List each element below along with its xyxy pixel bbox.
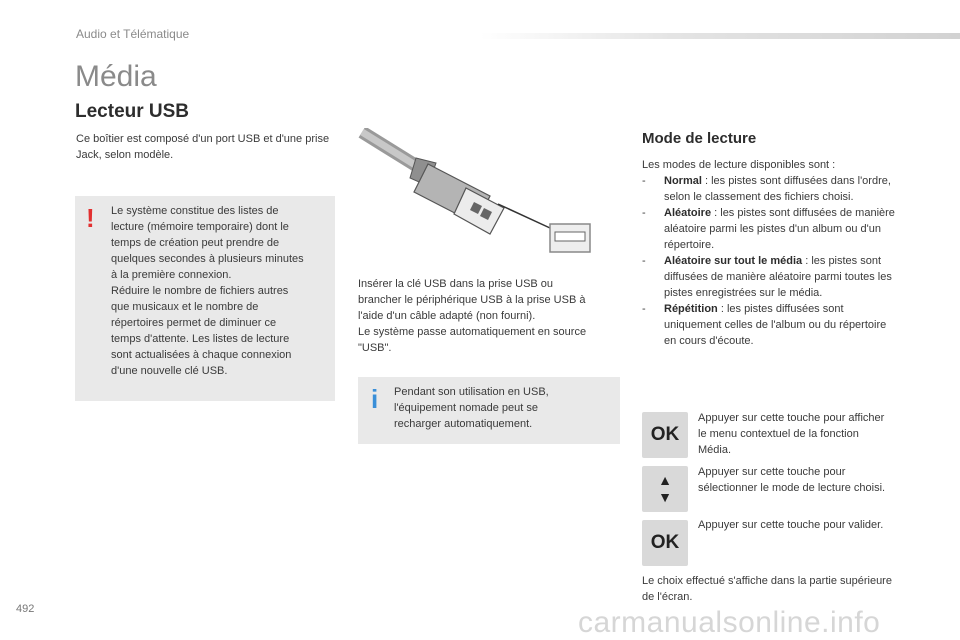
info-line: l'équipement nomade peut se (394, 402, 538, 414)
info-text (394, 384, 614, 432)
list-dash: - (642, 255, 646, 267)
mode-item-normal (642, 173, 898, 205)
info-icon: i (371, 384, 379, 414)
ok-button-desc: Appuyer sur cette touche pour afficher le menu contextuel de la fonction Média. (698, 412, 885, 456)
page-title: Média (75, 60, 157, 93)
mode-name: Aléatoire sur tout le média (664, 255, 803, 267)
mode-name: Répétition (664, 303, 718, 315)
warning-line: sont actualisées à chaque connexion (111, 349, 292, 361)
usb-section-title: Lecteur USB (75, 101, 190, 122)
mode-desc: : les pistes sont diffusées dans l'ordre, selon le classement des fichiers choisi. (664, 175, 891, 203)
list-dash: - (642, 303, 646, 315)
usb-line: Insérer la clé USB dans la prise USB ou (358, 278, 554, 290)
warning-line: à la première connexion. (111, 269, 232, 281)
mode-desc: : les pistes diffusées sont uniquement celles de l'album ou du répertoire en cours d'écoute. (664, 303, 887, 347)
ok-button-icon: OK (642, 412, 688, 458)
watermark: carmanualsonline.info (578, 606, 881, 639)
mode-desc: : les pistes sont diffusées de manière aléatoire parmi les pistes d'un album ou d'un répertoire. (664, 207, 895, 251)
mode-item-random-all (642, 253, 898, 301)
usb-intro-text: Ce boîtier est composé d'un port USB et d'une prise Jack, selon modèle. (76, 133, 330, 161)
warning-line: lecture (mémoire temporaire) dont le (111, 221, 289, 233)
usb-plug-illustration (358, 128, 598, 264)
up-down-arrows-icon (642, 466, 688, 512)
usb-line: Le système passe automatiquement en source (358, 326, 587, 338)
arrow-down-icon: ▼ (658, 489, 672, 505)
mode-name: Aléatoire (664, 207, 712, 219)
warning-line: temps de création peut prendre de (111, 237, 280, 249)
mode-intro: Les modes de lecture disponibles sont : (642, 159, 836, 171)
arrows-button-desc: Appuyer sur cette touche pour sélectionner le mode de lecture choisi. (698, 466, 886, 494)
warning-line: Réduire le nombre de fichiers autres (111, 285, 289, 297)
usb-line: brancher le périphérique USB à la prise USB à (358, 294, 586, 306)
mode-desc: : les pistes sont diffusées de manière aléatoire parmi toutes les pistes enregistrées sur le média. (664, 255, 892, 299)
usb-line: "USB". (358, 342, 392, 354)
warning-icon: ! (86, 203, 95, 233)
page-number: 492 (16, 603, 35, 615)
list-dash: - (642, 207, 646, 219)
warning-line: répertoires permet de diminuer ce (111, 317, 277, 329)
section-header: Audio et Télématique (76, 27, 190, 41)
mode-item-repeat (642, 301, 898, 349)
list-dash: - (642, 175, 646, 187)
mode-item-random (642, 205, 898, 253)
warning-line: que musicaux et le nombre de (111, 301, 259, 313)
footnote: Le choix effectué s'affiche dans la partie supérieure de l'écran. (642, 575, 892, 603)
arrow-up-icon: ▲ (658, 472, 672, 488)
mode-section-title: Mode de lecture (642, 130, 757, 147)
info-line: recharger automatiquement. (394, 418, 533, 430)
mode-name: Normal (664, 175, 702, 187)
usb-instructions (358, 276, 620, 356)
warning-line: Le système constitue des listes de (111, 205, 279, 217)
warning-line: temps d'attente. Les listes de lecture (111, 333, 290, 345)
warning-line: quelques secondes à plusieurs minutes (111, 253, 304, 265)
validate-button-desc: Appuyer sur cette touche pour valider. (698, 519, 884, 531)
warning-line: d'une nouvelle clé USB. (111, 365, 228, 377)
usb-line: l'aide d'un câble adapté (non fourni). (358, 310, 536, 322)
header-divider (480, 33, 960, 39)
mode-list (642, 157, 898, 349)
warning-text (111, 203, 331, 379)
ok-validate-icon: OK (642, 520, 688, 566)
info-line: Pendant son utilisation en USB, (394, 386, 549, 398)
